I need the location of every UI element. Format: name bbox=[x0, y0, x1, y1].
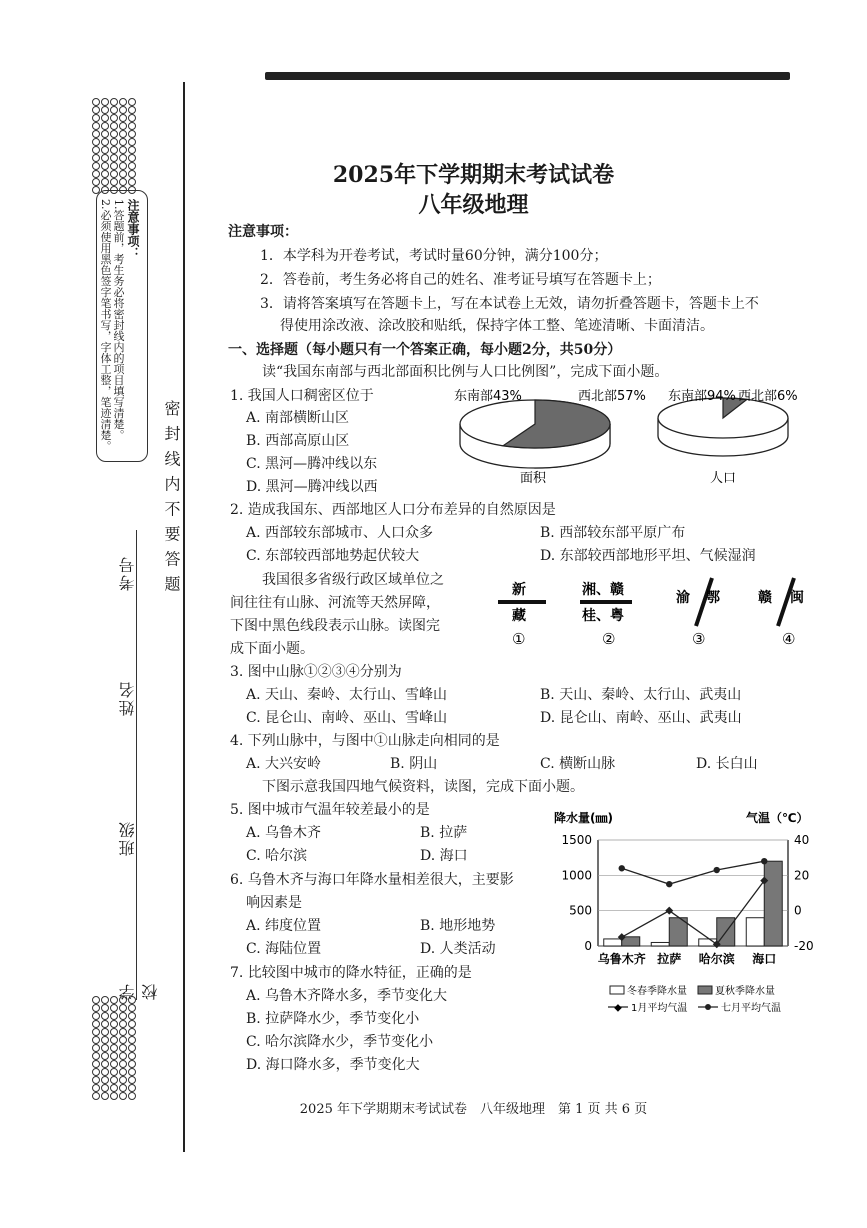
pie-charts bbox=[450, 382, 798, 492]
area-se-label: 东南部43% bbox=[454, 389, 522, 404]
q4-option-d: D. 长白山 bbox=[696, 756, 758, 772]
q1-option-b: B. 西部高原山区 bbox=[246, 433, 350, 449]
margin-notice-2: 2.必须使用黑色签字笔书写，字体工整，笔迹清楚。 bbox=[99, 199, 112, 452]
svg-text:◆: ◆ bbox=[614, 1002, 622, 1014]
q1-option-d: D. 黑河—腾冲线以西 bbox=[246, 479, 378, 495]
mountain-1 bbox=[498, 581, 546, 648]
q5-stem: 5. 图中城市气温年较差最小的是 bbox=[230, 802, 430, 818]
q2-option-a: A. 西部较东部城市、人口众多 bbox=[246, 525, 434, 541]
x-category-label: 哈尔滨 bbox=[698, 952, 735, 966]
field-class: 班级 bbox=[118, 820, 137, 856]
svg-text:新: 新 bbox=[512, 582, 526, 598]
mountain-3 bbox=[676, 578, 721, 648]
svg-text:赣: 赣 bbox=[758, 590, 772, 606]
y2-tick-label: -20 bbox=[794, 939, 814, 953]
note-1: 1．本学科为开卷考试，考试时量60分钟，满分100分； bbox=[260, 248, 608, 264]
x-category-label: 乌鲁木齐 bbox=[597, 952, 646, 966]
area-nw-label: 西北部57% bbox=[578, 389, 646, 404]
svg-text:①: ① bbox=[512, 630, 526, 648]
point-jul-temp bbox=[619, 865, 625, 871]
q7-option-a: A. 乌鲁木齐降水多，季节变化大 bbox=[246, 988, 448, 1004]
bar-winter-spring bbox=[651, 942, 669, 946]
point-jan-temp bbox=[665, 907, 673, 915]
y2-tick-label: 0 bbox=[794, 903, 802, 918]
y-tick-label: 1500 bbox=[561, 833, 592, 847]
point-jul-temp bbox=[714, 867, 720, 873]
y2-axis-label: 气温（℃） bbox=[746, 811, 809, 825]
mountain-2 bbox=[580, 581, 632, 648]
q4-option-c: C. 横断山脉 bbox=[540, 756, 616, 772]
q5-option-b: B. 拉萨 bbox=[420, 825, 468, 841]
note-3: 3．请将答案填写在答题卡上，写在本试卷上无效，请勿折叠答题卡，答题卡上不 bbox=[260, 296, 759, 312]
header-bar bbox=[265, 72, 790, 80]
q6-option-c: C. 海陆位置 bbox=[246, 941, 322, 957]
y-tick-label: 0 bbox=[584, 939, 592, 953]
margin-line bbox=[183, 82, 185, 1152]
pie-area bbox=[454, 388, 646, 486]
margin-notice-box bbox=[96, 190, 148, 462]
bar-summer-autumn bbox=[764, 861, 782, 946]
legend-jan-temp: 1月平均气温 bbox=[631, 1003, 688, 1014]
q6-option-b: B. 地形地势 bbox=[420, 918, 496, 934]
binding-holes-bottom bbox=[92, 988, 144, 1092]
line-jan-temp bbox=[622, 881, 765, 945]
exam-title: 2025年下学期期末考试试卷 bbox=[332, 162, 615, 188]
q5-option-c: C. 哈尔滨 bbox=[246, 848, 308, 864]
q4-stem: 4. 下列山脉中，与图中①山脉走向相同的是 bbox=[230, 733, 500, 749]
svg-text:渝: 渝 bbox=[676, 590, 690, 606]
page-footer: 2025 年下学期期末考试试卷 八年级地理 第 1 页 共 6 页 bbox=[299, 1102, 648, 1117]
q6-option-d: D. 人类活动 bbox=[420, 941, 496, 957]
section-heading: 一、选择题（每小题只有一个答案正确，每小题2分，共50分） bbox=[228, 342, 622, 358]
q1-option-a: A. 南部横断山区 bbox=[246, 410, 350, 426]
notes-label: 注意事项： bbox=[228, 224, 298, 240]
q2-option-b: B. 西部较东部平原广布 bbox=[540, 525, 686, 541]
pop-caption: 人口 bbox=[710, 471, 737, 486]
q7-option-d: D. 海口降水多，季节变化大 bbox=[246, 1057, 420, 1073]
climate-intro: 下图示意我国四地气候资料，读图，完成下面小题。 bbox=[262, 779, 584, 795]
pop-se-label: 东南部94% bbox=[668, 389, 736, 404]
q7-option-c: C. 哈尔滨降水少，季节变化小 bbox=[246, 1034, 434, 1050]
point-jul-temp bbox=[666, 881, 672, 887]
x-category-label: 拉萨 bbox=[657, 952, 682, 966]
pie-population bbox=[658, 388, 798, 486]
q3-option-b: B. 天山、秦岭、太行山、武夷山 bbox=[540, 687, 742, 703]
field-exam-number: 考号 bbox=[118, 555, 137, 591]
q2-option-c: C. 东部较西部地势起伏较大 bbox=[246, 548, 420, 564]
svg-text:鄂: 鄂 bbox=[706, 590, 720, 606]
q3-option-c: C. 昆仑山、南岭、巫山、雪峰山 bbox=[246, 710, 448, 726]
line-jul-temp bbox=[622, 861, 765, 884]
y-tick-label: 500 bbox=[569, 903, 592, 918]
bar-winter-spring bbox=[746, 918, 764, 946]
q4-option-a: A. 大兴安岭 bbox=[246, 756, 322, 772]
q4-option-b: B. 阴山 bbox=[390, 756, 438, 772]
y2-tick-label: 20 bbox=[794, 868, 810, 883]
q5-option-d: D. 海口 bbox=[420, 848, 468, 864]
note-2: 2．答卷前，考生务必将自己的姓名、准考证号填写在答题卡上； bbox=[260, 272, 661, 288]
margin-notice-title: 注意事项： bbox=[126, 199, 140, 259]
q7-option-b: B. 拉萨降水少，季节变化小 bbox=[246, 1011, 420, 1027]
q1-option-c: C. 黑河—腾冲线以东 bbox=[246, 456, 378, 472]
seal-text: 密 封 线 内 不 要 答 题 bbox=[162, 400, 181, 594]
mountain-intro-2: 间往往有山脉、河流等天然屏障， bbox=[230, 595, 440, 611]
q3-option-d: D. 昆仑山、南岭、巫山、武夷山 bbox=[540, 710, 742, 726]
q7-stem: 7. 比较图中城市的降水特征，正确的是 bbox=[230, 965, 472, 981]
mountain-intro-3: 下图中黑色线段表示山脉。读图完 bbox=[230, 618, 440, 634]
q3-option-a: A. 天山、秦岭、太行山、雪峰山 bbox=[246, 687, 448, 703]
svg-text:②: ② bbox=[602, 630, 616, 648]
mountain-4 bbox=[758, 578, 804, 648]
field-name: 姓名 bbox=[118, 680, 137, 716]
q1-stem: 1. 我国人口稠密区位于 bbox=[230, 388, 374, 404]
chart-legend bbox=[608, 984, 781, 1014]
q6-stem: 6. 乌鲁木齐与海口年降水量相差很大，主要影 bbox=[230, 872, 514, 888]
mountain-diagram bbox=[490, 576, 810, 652]
y2-tick-label: 40 bbox=[794, 833, 810, 847]
legend-jul-temp: 七月平均气温 bbox=[721, 1003, 781, 1014]
pop-nw-label: 西北部6% bbox=[738, 389, 798, 404]
point-jul-temp bbox=[761, 858, 767, 864]
svg-text:桂、粤: 桂、粤 bbox=[582, 608, 624, 624]
svg-text:④: ④ bbox=[782, 630, 796, 648]
q2-option-d: D. 东部较西部地形平坦、气候湿润 bbox=[540, 548, 756, 564]
legend-winter-spring: 冬春季降水量 bbox=[627, 986, 687, 997]
field-school: 学校 bbox=[118, 982, 160, 1000]
svg-text:③: ③ bbox=[692, 630, 706, 648]
q2-stem: 2. 造成我国东、西部地区人口分布差异的自然原因是 bbox=[230, 502, 556, 518]
y-axis-label: 降水量(㎜) bbox=[554, 811, 613, 825]
svg-text:湘、赣: 湘、赣 bbox=[582, 582, 624, 598]
bar-winter-spring bbox=[604, 939, 622, 946]
y-tick-label: 1000 bbox=[561, 868, 592, 883]
note-3-cont: 得使用涂改液、涂改胶和贴纸，保持字体工整、笔迹清晰、卡面清洁。 bbox=[280, 318, 714, 334]
mountain-intro-4: 成下面小题。 bbox=[230, 641, 314, 657]
q6-option-a: A. 纬度位置 bbox=[246, 918, 322, 934]
q5-option-a: A. 乌鲁木齐 bbox=[246, 825, 322, 841]
svg-text:闽: 闽 bbox=[790, 590, 804, 606]
margin-notice-1: 1.答题前，考生务必将密封线内的项目填写清楚。 bbox=[112, 199, 125, 441]
section-intro: 读“我国东南部与西北部面积比例与人口比例图”，完成下面小题。 bbox=[262, 364, 669, 380]
student-fields bbox=[106, 530, 176, 1000]
x-category-label: 海口 bbox=[752, 952, 777, 966]
climate-chart bbox=[548, 806, 818, 1022]
q6-stem-cont: 响因素是 bbox=[246, 895, 302, 911]
exam-subject: 八年级地理 bbox=[418, 192, 529, 218]
svg-text:藏: 藏 bbox=[512, 608, 526, 624]
legend-summer-autumn: 夏秋季降水量 bbox=[715, 986, 775, 997]
area-caption: 面积 bbox=[520, 471, 547, 486]
mountain-intro-1: 我国很多省级行政区域单位之 bbox=[262, 572, 444, 588]
q3-stem: 3. 图中山脉①②③④分别为 bbox=[230, 664, 402, 680]
